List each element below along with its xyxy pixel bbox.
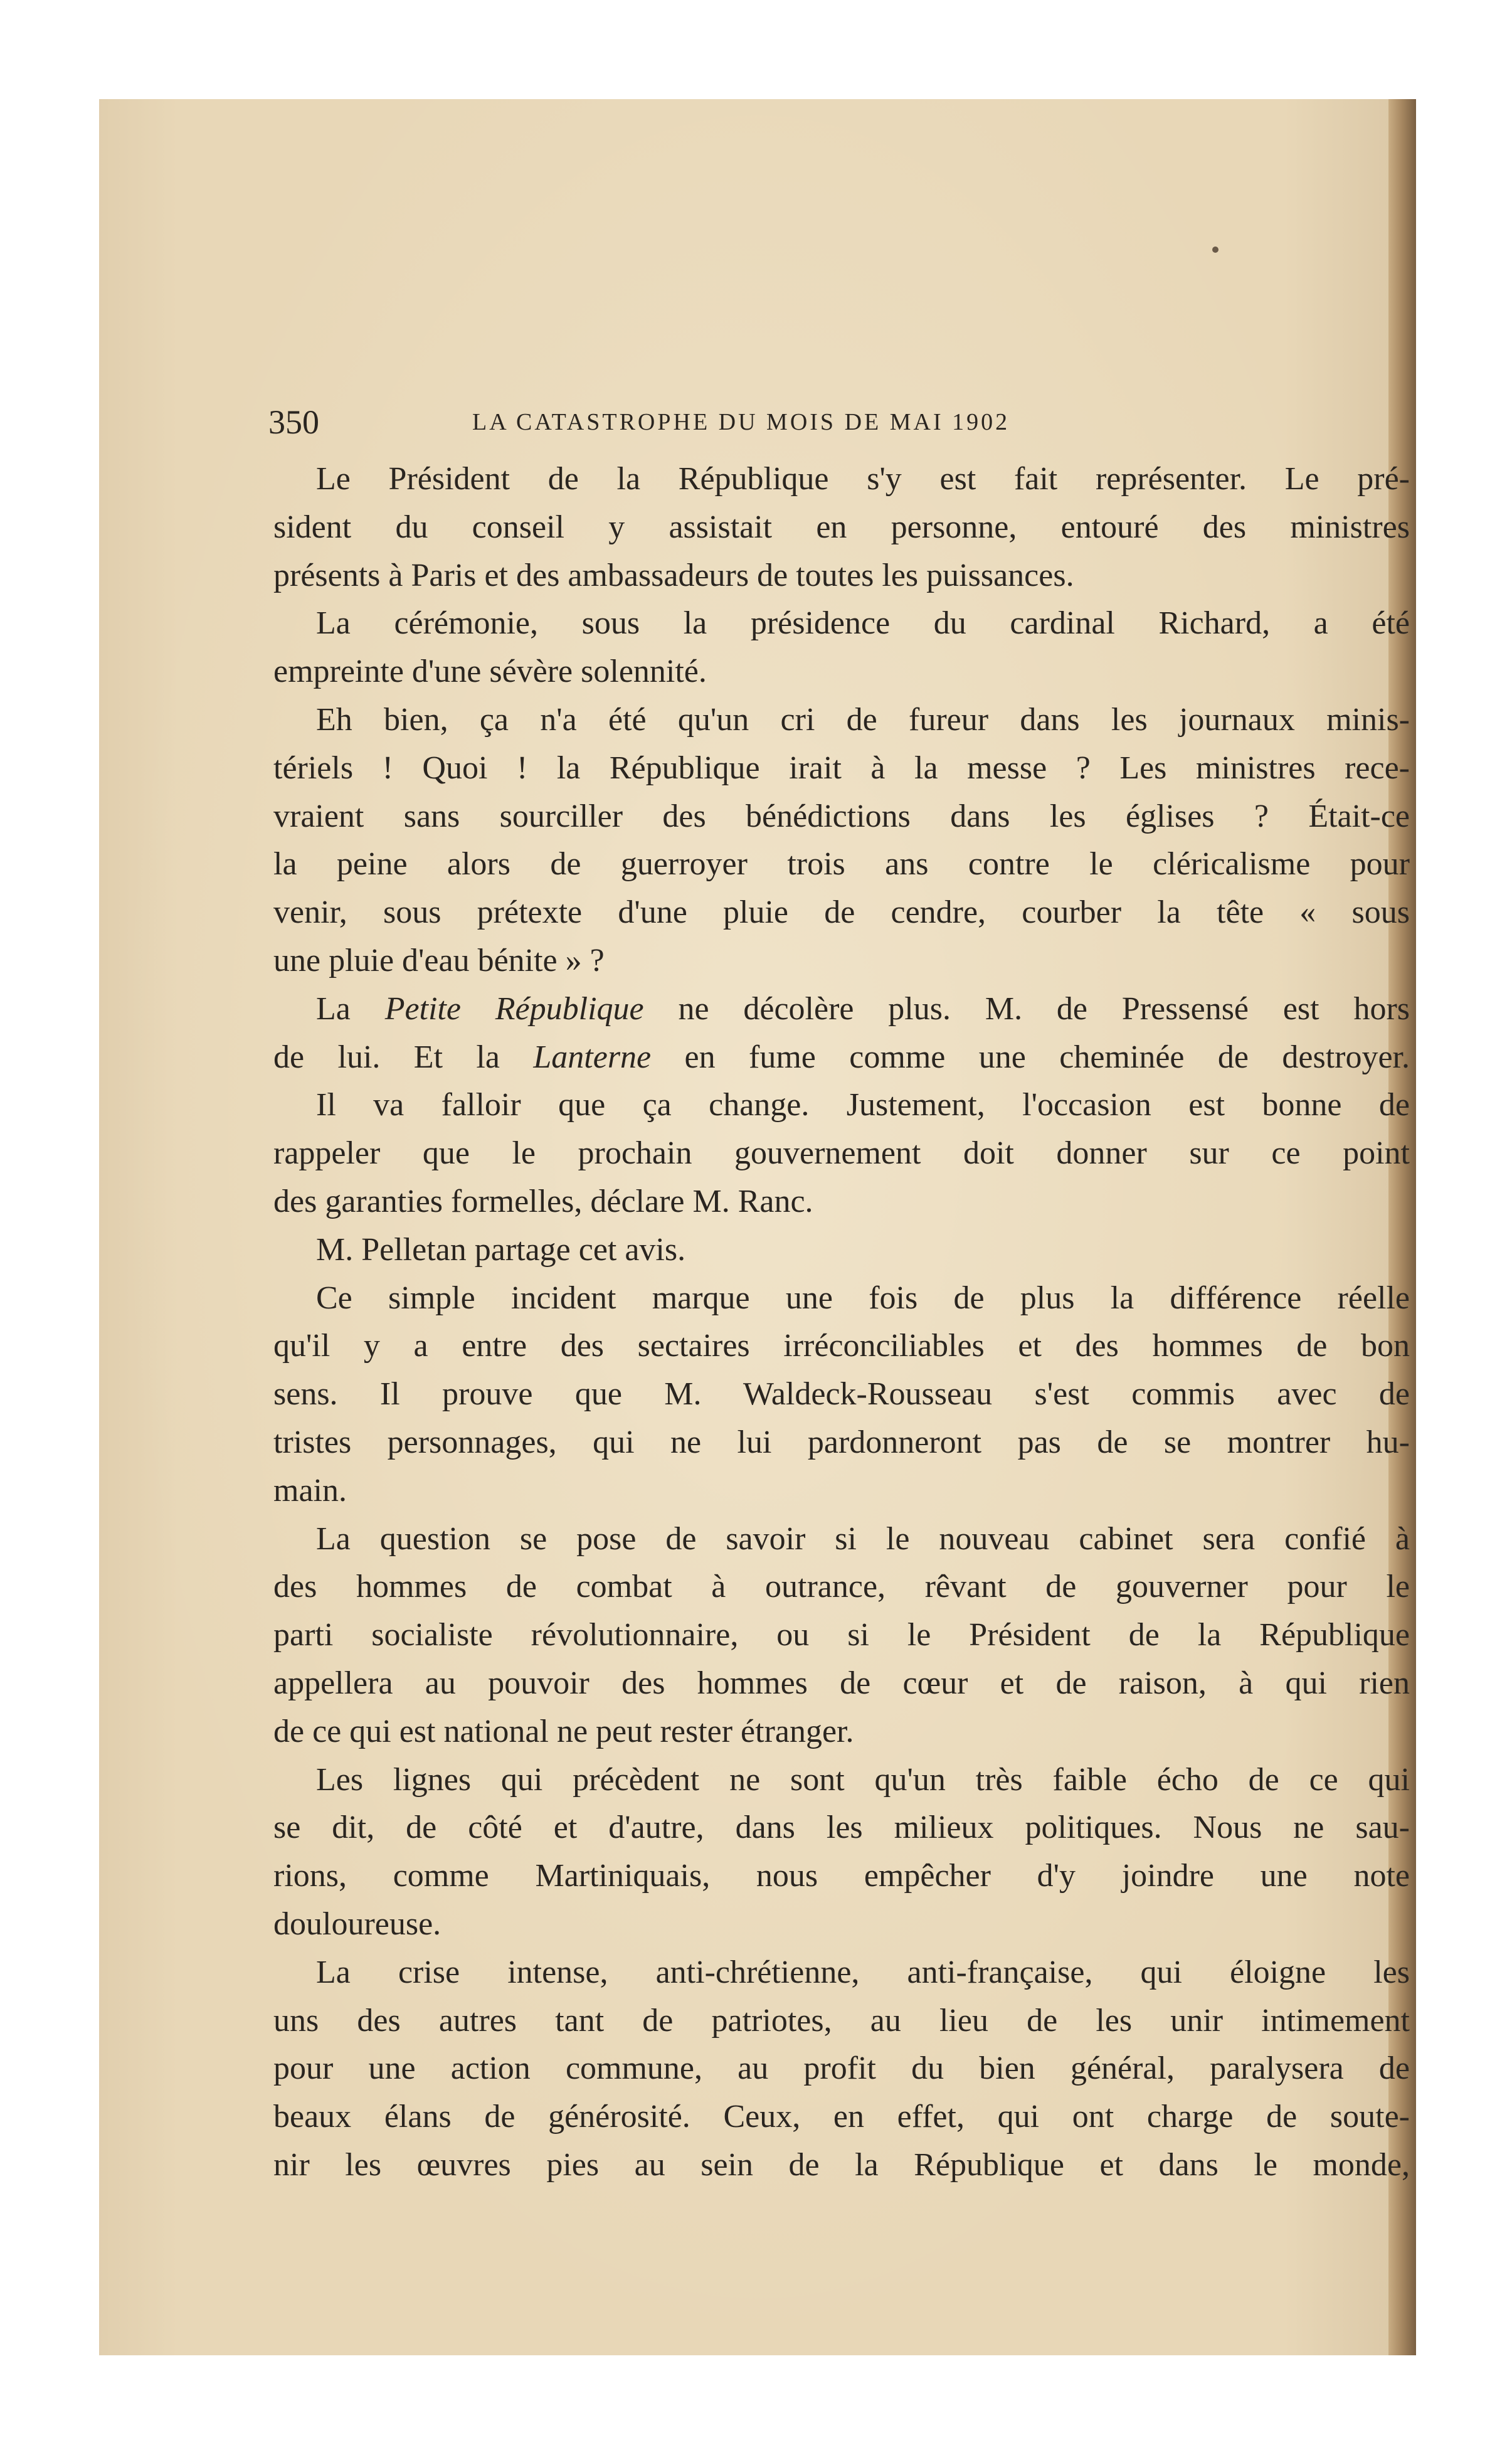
text-line: main. xyxy=(273,1472,347,1509)
text-line: Ce simple incident marque une fois de plus la différence réelle xyxy=(316,1280,1410,1316)
body-text xyxy=(273,455,1410,2190)
text-run: de lui. Et la xyxy=(273,1039,534,1075)
text-line: uns des autres tant de patriotes, au lieu de les unir intimement xyxy=(273,2002,1410,2039)
text-line: empreinte d'une sévère solennité. xyxy=(273,654,707,690)
page-header xyxy=(99,400,1416,444)
text-line: tristes personnages, qui ne lui pardonneront pas de se montrer hu- xyxy=(273,1424,1410,1460)
text-line: Le Président de la République s'y est fait représenter. Le pré- xyxy=(316,461,1410,497)
text-line: Il va falloir que ça change. Justement, l'occasion est bonne de xyxy=(316,1087,1410,1123)
ink-speck xyxy=(1212,247,1219,253)
text-line: une pluie d'eau bénite » ? xyxy=(273,942,605,978)
text-run: ne décolère plus. M. de Pressensé est hors xyxy=(643,990,1410,1027)
text-line: rions, comme Martiniquais, nous empêcher d'y joindre une note xyxy=(273,1858,1410,1894)
text-line: La question se pose de savoir si le nouveau cabinet sera confié à xyxy=(316,1520,1410,1557)
text-line: parti socialiste révolutionnaire, ou si le Président de la République xyxy=(273,1617,1410,1653)
text-line: la peine alors de guerroyer trois ans contre le cléricalisme pour xyxy=(273,846,1410,883)
text-line: La crise intense, anti-chrétienne, anti-française, qui éloigne les xyxy=(316,1954,1410,1990)
text-run: La xyxy=(316,990,385,1027)
text-line: douloureuse. xyxy=(273,1906,441,1942)
text-line: beaux élans de générosité. Ceux, en effet, qui ont charge de soute- xyxy=(273,2099,1410,2135)
text-line: des hommes de combat à outrance, rêvant de gouverner pour le xyxy=(273,1569,1410,1605)
text-line: se dit, de côté et d'autre, dans les milieux politiques. Nous ne sau- xyxy=(273,1810,1410,1846)
page-number: 350 xyxy=(268,403,319,441)
text-line: nir les œuvres pies au sein de la République et dans le monde, xyxy=(273,2146,1410,2183)
text-line: rappeler que le prochain gouvernement doit donner sur ce point xyxy=(273,1135,1410,1172)
text-line: sens. Il prouve que M. Waldeck-Rousseau s'est commis avec de xyxy=(273,1376,1410,1413)
text-line: M. Pelletan partage cet avis. xyxy=(316,1231,686,1268)
text-line xyxy=(273,985,1410,1034)
text-line: tériels ! Quoi ! la République irait à la messe ? Les ministres rece- xyxy=(273,750,1410,786)
text-line xyxy=(273,1034,1410,1082)
text-line: vraient sans sourciller des bénédictions dans les églises ? Était-ce xyxy=(273,798,1410,834)
text-line: présents à Paris et des ambassadeurs de toutes les puissances. xyxy=(273,557,1074,593)
newspaper-title: Petite République xyxy=(384,990,644,1027)
text-line: Eh bien, ça n'a été qu'un cri de fureur dans les journaux minis- xyxy=(316,701,1410,738)
text-line: Les lignes qui précèdent ne sont qu'un très faible écho de ce qui xyxy=(316,1761,1410,1798)
text-line: venir, sous prétexte d'une pluie de cendre, courber la tête « sous xyxy=(273,894,1410,931)
running-title: LA CATASTROPHE DU MOIS DE MAI 1902 xyxy=(472,409,1010,435)
text-line: des garanties formelles, déclare M. Ranc. xyxy=(273,1183,813,1219)
text-line: La cérémonie, sous la présidence du cardinal Richard, a été xyxy=(316,605,1410,642)
text-line: de ce qui est national ne peut rester étranger. xyxy=(273,1713,854,1749)
text-line: sident du conseil y assistait en personne, entouré des ministres xyxy=(273,509,1410,545)
text-line: qu'il y a entre des sectaires irréconciliables et des hommes de bon xyxy=(273,1328,1410,1364)
text-line: appellera au pouvoir des hommes de cœur et de raison, à qui rien xyxy=(273,1665,1410,1701)
text-run: en fume comme une cheminée de destroyer. xyxy=(651,1039,1410,1075)
scanned-page xyxy=(99,99,1416,2355)
newspaper-title: Lanterne xyxy=(533,1039,652,1075)
text-line: pour une action commune, au profit du bien général, paralysera de xyxy=(273,2050,1410,2087)
